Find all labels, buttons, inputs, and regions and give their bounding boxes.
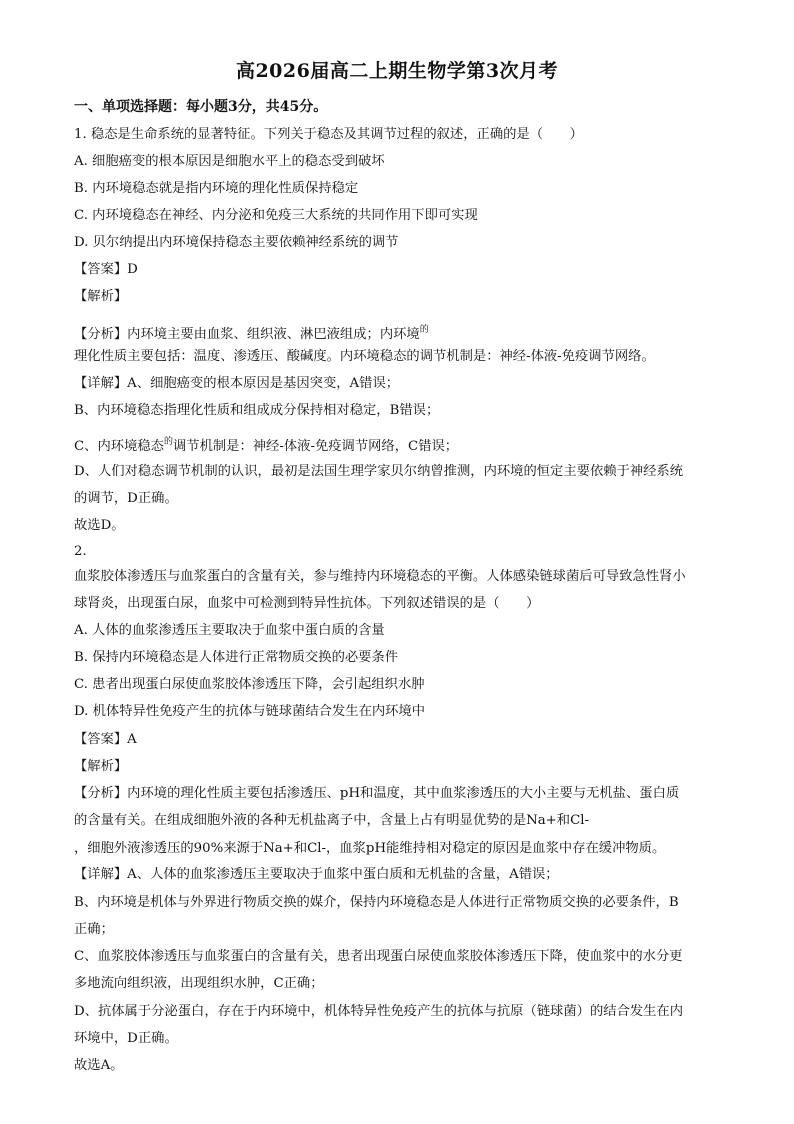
q1-detail-c: C、内环境稳态$^的$调节机制是：神经-体液-免疫调节网络，C错误； xyxy=(74,437,459,454)
q1-choice: 故选D。 xyxy=(74,518,125,533)
q2-option-d: D. 机体特异性免疫产生的抗体与链球菌结合发生在内环境中 xyxy=(74,704,426,719)
q1-detail-d-cont: 的调节，D正确。 xyxy=(74,491,178,506)
q1-option-d: D. 贝尔纳提出内环境保持稳态主要依赖神经系统的调节 xyxy=(74,235,399,250)
q1-detail-d: D、人们对稳态调节机制的认识，最初是法国生理学家贝尔纳曾推测，内环境的恒定主要依赖于神经系统 xyxy=(74,464,684,479)
superscript-de: 的 xyxy=(419,325,429,335)
q2-detail-b-cont: 正确； xyxy=(74,922,114,937)
question-1-stem: 1. 稳态是生命系统的显著特征。下列关于稳态及其调节过程的叙述，正确的是（ ） xyxy=(74,127,583,142)
q1-option-c: C. 内环境稳态在神经、内分泌和免疫三大系统的共同作用下即可实现 xyxy=(74,208,478,223)
q2-analysis-text-3: ，细胞外液渗透压的90%来源于Na+和Cl-，血浆pH能维持相对稳定的原因是血浆中存在缓冲物质。 xyxy=(74,841,666,856)
section-heading: 一、单项选择题：每小题3分，共45分。 xyxy=(74,99,328,115)
q1-analysis-text-2: 理化性质主要包括：温度、渗透压、酸碱度。内环境稳态的调节机制是：神经-体液-免疫调节网络。 xyxy=(74,349,655,364)
q2-detail-a: 【详解】A、人体的血浆渗透压主要取决于血浆中蛋白质和无机盐的含量，A错误； xyxy=(74,867,559,882)
q2-option-a: A. 人体的血浆渗透压主要取决于血浆中蛋白质的含量 xyxy=(74,623,385,638)
q1-detail-b: B、内环境稳态指理化性质和组成成分保持相对稳定，B错误； xyxy=(74,403,440,418)
question-2-stem: 血浆胶体渗透压与血浆蛋白的含量有关，参与维持内环境稳态的平衡。人体感染链球菌后可导致急性肾小 xyxy=(74,569,686,584)
q2-answer: 【答案】A xyxy=(74,732,137,747)
q1-analysis-label: 【解析】 xyxy=(74,289,128,304)
q2-detail-d: D、抗体属于分泌蛋白，存在于内环境中，机体特异性免疫产生的抗体与抗原（链球菌）的结合发生在内 xyxy=(74,1004,684,1019)
question-2-number: 2. xyxy=(74,544,87,559)
q1-answer: 【答案】D xyxy=(74,262,138,277)
q2-analysis-text-2: 的含量有关。在组成细胞外液的各种无机盐离子中，含量上占有明显优势的是Na+和Cl- xyxy=(74,813,590,828)
q2-option-b: B. 保持内环境稳态是人体进行正常物质交换的必要条件 xyxy=(74,650,399,665)
q2-analysis-label: 【解析】 xyxy=(74,759,128,774)
q2-detail-d-cont: 环境中，D正确。 xyxy=(74,1031,178,1046)
q2-analysis-text: 【分析】内环境的理化性质主要包括渗透压、pH和温度，其中血浆渗透压的大小主要与无机盐、蛋白质 xyxy=(74,786,680,801)
q2-option-c: C. 患者出现蛋白尿使血浆胶体渗透压下降，会引起组织水肿 xyxy=(74,677,425,692)
q1-analysis-text: 【分析】内环境主要由血浆、组织液、淋巴液组成；内环境$^的$ xyxy=(74,325,429,342)
question-2-stem-cont: 球肾炎，出现蛋白尿，血浆中可检测到特异性抗体。下列叙述错误的是（ ） xyxy=(74,596,540,611)
superscript-de-2: 的 xyxy=(163,437,173,447)
q2-detail-b: B、内环境是机体与外界进行物质交换的媒介，保持内环境稳态是人体进行正常物质交换的必要条件，B xyxy=(74,895,679,910)
q1-detail-a: 【详解】A、细胞癌变的根本原因是基因突变，A错误； xyxy=(74,376,400,391)
q2-detail-c: C、血浆胶体渗透压与血浆蛋白的含量有关，患者出现蛋白尿使血浆胶体渗透压下降，使血浆中的水分更 xyxy=(74,949,683,964)
document-title: 高2026届高二上期生物学第3次月考 xyxy=(235,60,559,82)
q1-option-a: A. 细胞癌变的根本原因是细胞水平上的稳态受到破坏 xyxy=(74,154,385,169)
q2-choice: 故选A。 xyxy=(74,1058,124,1073)
q2-detail-c-cont: 多地流向组织液，出现组织水肿，C正确； xyxy=(74,976,324,991)
q1-option-b: B. 内环境稳态就是指内环境的理化性质保持稳定 xyxy=(74,181,359,196)
